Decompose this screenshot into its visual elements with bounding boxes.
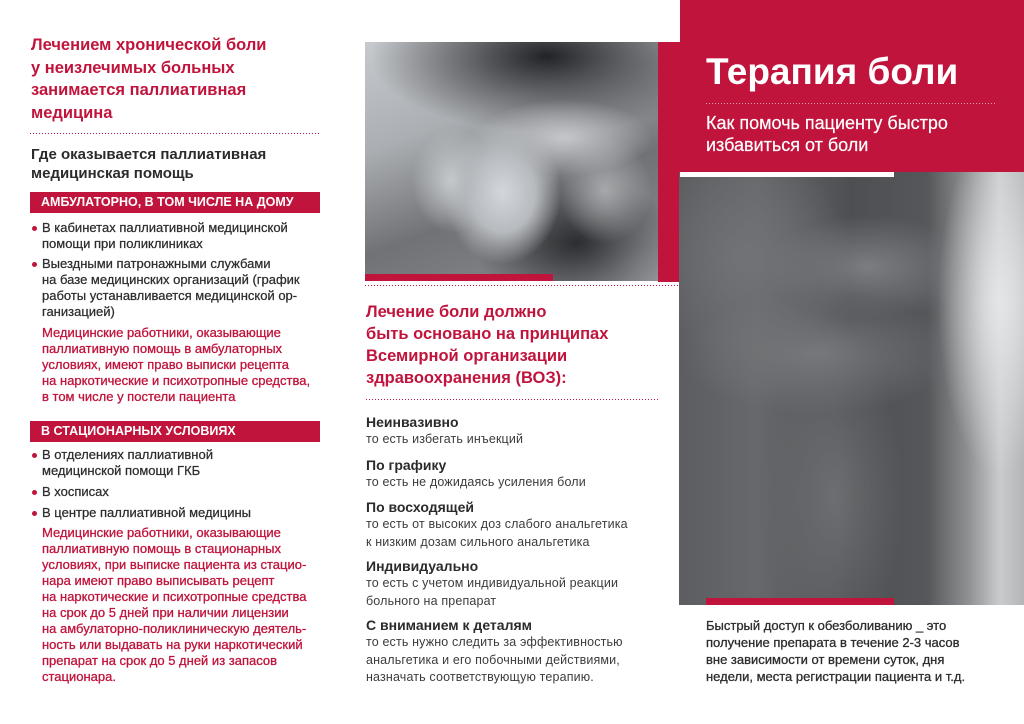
dotted-divider [366,399,658,400]
note-line: на амбулаторно-поликлиническую деятель- [42,621,307,636]
bullet-icon [32,511,37,516]
principle-description: назначать соответствующую терапию. [366,670,594,684]
list-item [42,484,109,500]
note-line: паллиативную помощь в амбулаторных [42,341,283,356]
footer-line: получение препарата в течение 2-3 часов [706,635,960,650]
principle-title: Неинвазивно [366,414,459,430]
principle-title: С вниманием к деталям [366,617,532,633]
outpatient-label-bar: АМБУЛАТОРНО, В ТОМ ЧИСЛЕ НА ДОМУ [30,192,320,213]
subtitle-line: избавиться от боли [706,135,869,155]
principle-description: то есть с учетом индивидуальной реакции [366,576,619,590]
dotted-divider [706,103,995,104]
where-care-subheading [31,146,266,183]
principle-item [366,456,586,492]
note-line: нара имеют право выписывать рецепт [42,573,275,588]
cover-title: Терапия боли [706,51,959,92]
bullet-icon [32,226,37,231]
inpatient-label-bar: В СТАЦИОНАРНЫХ УСЛОВИЯХ [30,421,320,442]
principle-description: то есть избегать инъекций [366,432,524,446]
note-line: ность или выдавать на руки наркотический [42,637,303,652]
list-item [42,256,300,320]
heading-line: быть основано на принципах [366,325,609,343]
accent-strip [658,42,680,282]
heading-line: Всемирной организации [366,347,568,365]
principle-description: то есть не дожидаясь усиления боли [366,475,586,489]
list-item-line: медицинской помощи ГКБ [42,463,201,478]
inpatient-note [42,525,306,685]
statue-photo [679,172,1024,605]
dotted-divider [365,285,680,286]
subheading-line: медицинская помощь [31,164,194,182]
palliative-heading [31,34,266,124]
bullet-icon [32,262,37,267]
outpatient-note [42,325,310,405]
list-item-line: В отделениях паллиативной [42,447,213,462]
heading-line: здравоохранения (ВОЗ): [366,369,567,387]
list-item [42,220,288,252]
subtitle-line: Как помочь пациенту быстро [706,113,948,133]
principle-description: к низким дозам сильного анальгетика [366,534,590,549]
note-line: в том числе у постели пациента [42,389,236,404]
list-item-line: работы устанавливается медицинской ор- [42,288,298,303]
note-line: Медицинские работники, оказывающие [42,525,281,540]
footer-line: вне зависимости от времени суток, дня [706,652,945,667]
note-line: стационара. [42,669,116,684]
cover-subtitle [706,112,948,156]
principle-item [366,498,628,551]
photo-accent-bar [706,598,894,605]
principle-description: анальгетика и его побочными действиями, [366,652,620,667]
footer-line: Быстрый доступ к обезболиванию _ это [706,618,947,633]
heading-line: занимается паллиативная [31,81,247,99]
principle-item [366,413,523,449]
photo-top-divider [680,172,894,177]
principle-description: то есть нужно следить за эффективностью [366,635,623,649]
note-line: препарат на срок до 5 дней из запасов [42,653,278,668]
list-item-line: В кабинетах паллиативной медицинской [42,220,288,235]
photo-accent-bar [365,274,553,281]
list-item [42,447,213,479]
principle-description: больного на препарат [366,593,497,608]
subheading-line: Где оказывается паллиативная [31,146,267,163]
fast-access-note [706,617,965,685]
principle-title: Индивидуально [366,558,479,574]
dotted-divider [30,133,320,134]
bullet-icon [32,453,37,458]
hands-photo [365,42,658,281]
heading-line: Лечением хронической боли [31,36,267,54]
bullet-icon [32,490,37,495]
note-line: условиях, имеют право выписки рецепта [42,357,289,372]
list-item-line: на базе медицинских организаций (график [42,272,300,287]
heading-line: Лечение боли должно [366,303,547,321]
note-line: на срок до 5 дней при наличии лицензии [42,605,289,620]
footer-line: недели, места регистрации пациента и т.д. [706,669,966,684]
who-principles-heading [366,301,608,389]
note-line: условиях, при выписке пациента из стацио- [42,557,307,572]
note-line: Медицинские работники, оказывающие [42,325,281,340]
list-item-line: В центре паллиативной медицины [42,505,252,520]
principle-item [366,616,623,687]
principle-title: По графику [366,457,447,473]
list-item-line: ганизацией) [42,304,115,319]
heading-line: медицина [31,103,113,122]
note-line: паллиативную помощь в стационарных [42,541,281,556]
list-item-line: В хосписах [42,484,109,499]
list-item-line: помощи при поликлиниках [42,236,203,251]
principle-title: По восходящей [366,499,474,515]
principle-item [366,557,618,610]
list-item-line: Выездными патронажными службами [42,256,271,271]
note-line: на наркотические и психотропные средства [42,589,307,604]
list-item [42,505,251,521]
note-line: на наркотические и психотропные средства, [42,373,311,388]
heading-line: у неизлечимых больных [31,58,235,77]
principle-description: то есть от высоких доз слабого анальгетика [366,517,628,531]
